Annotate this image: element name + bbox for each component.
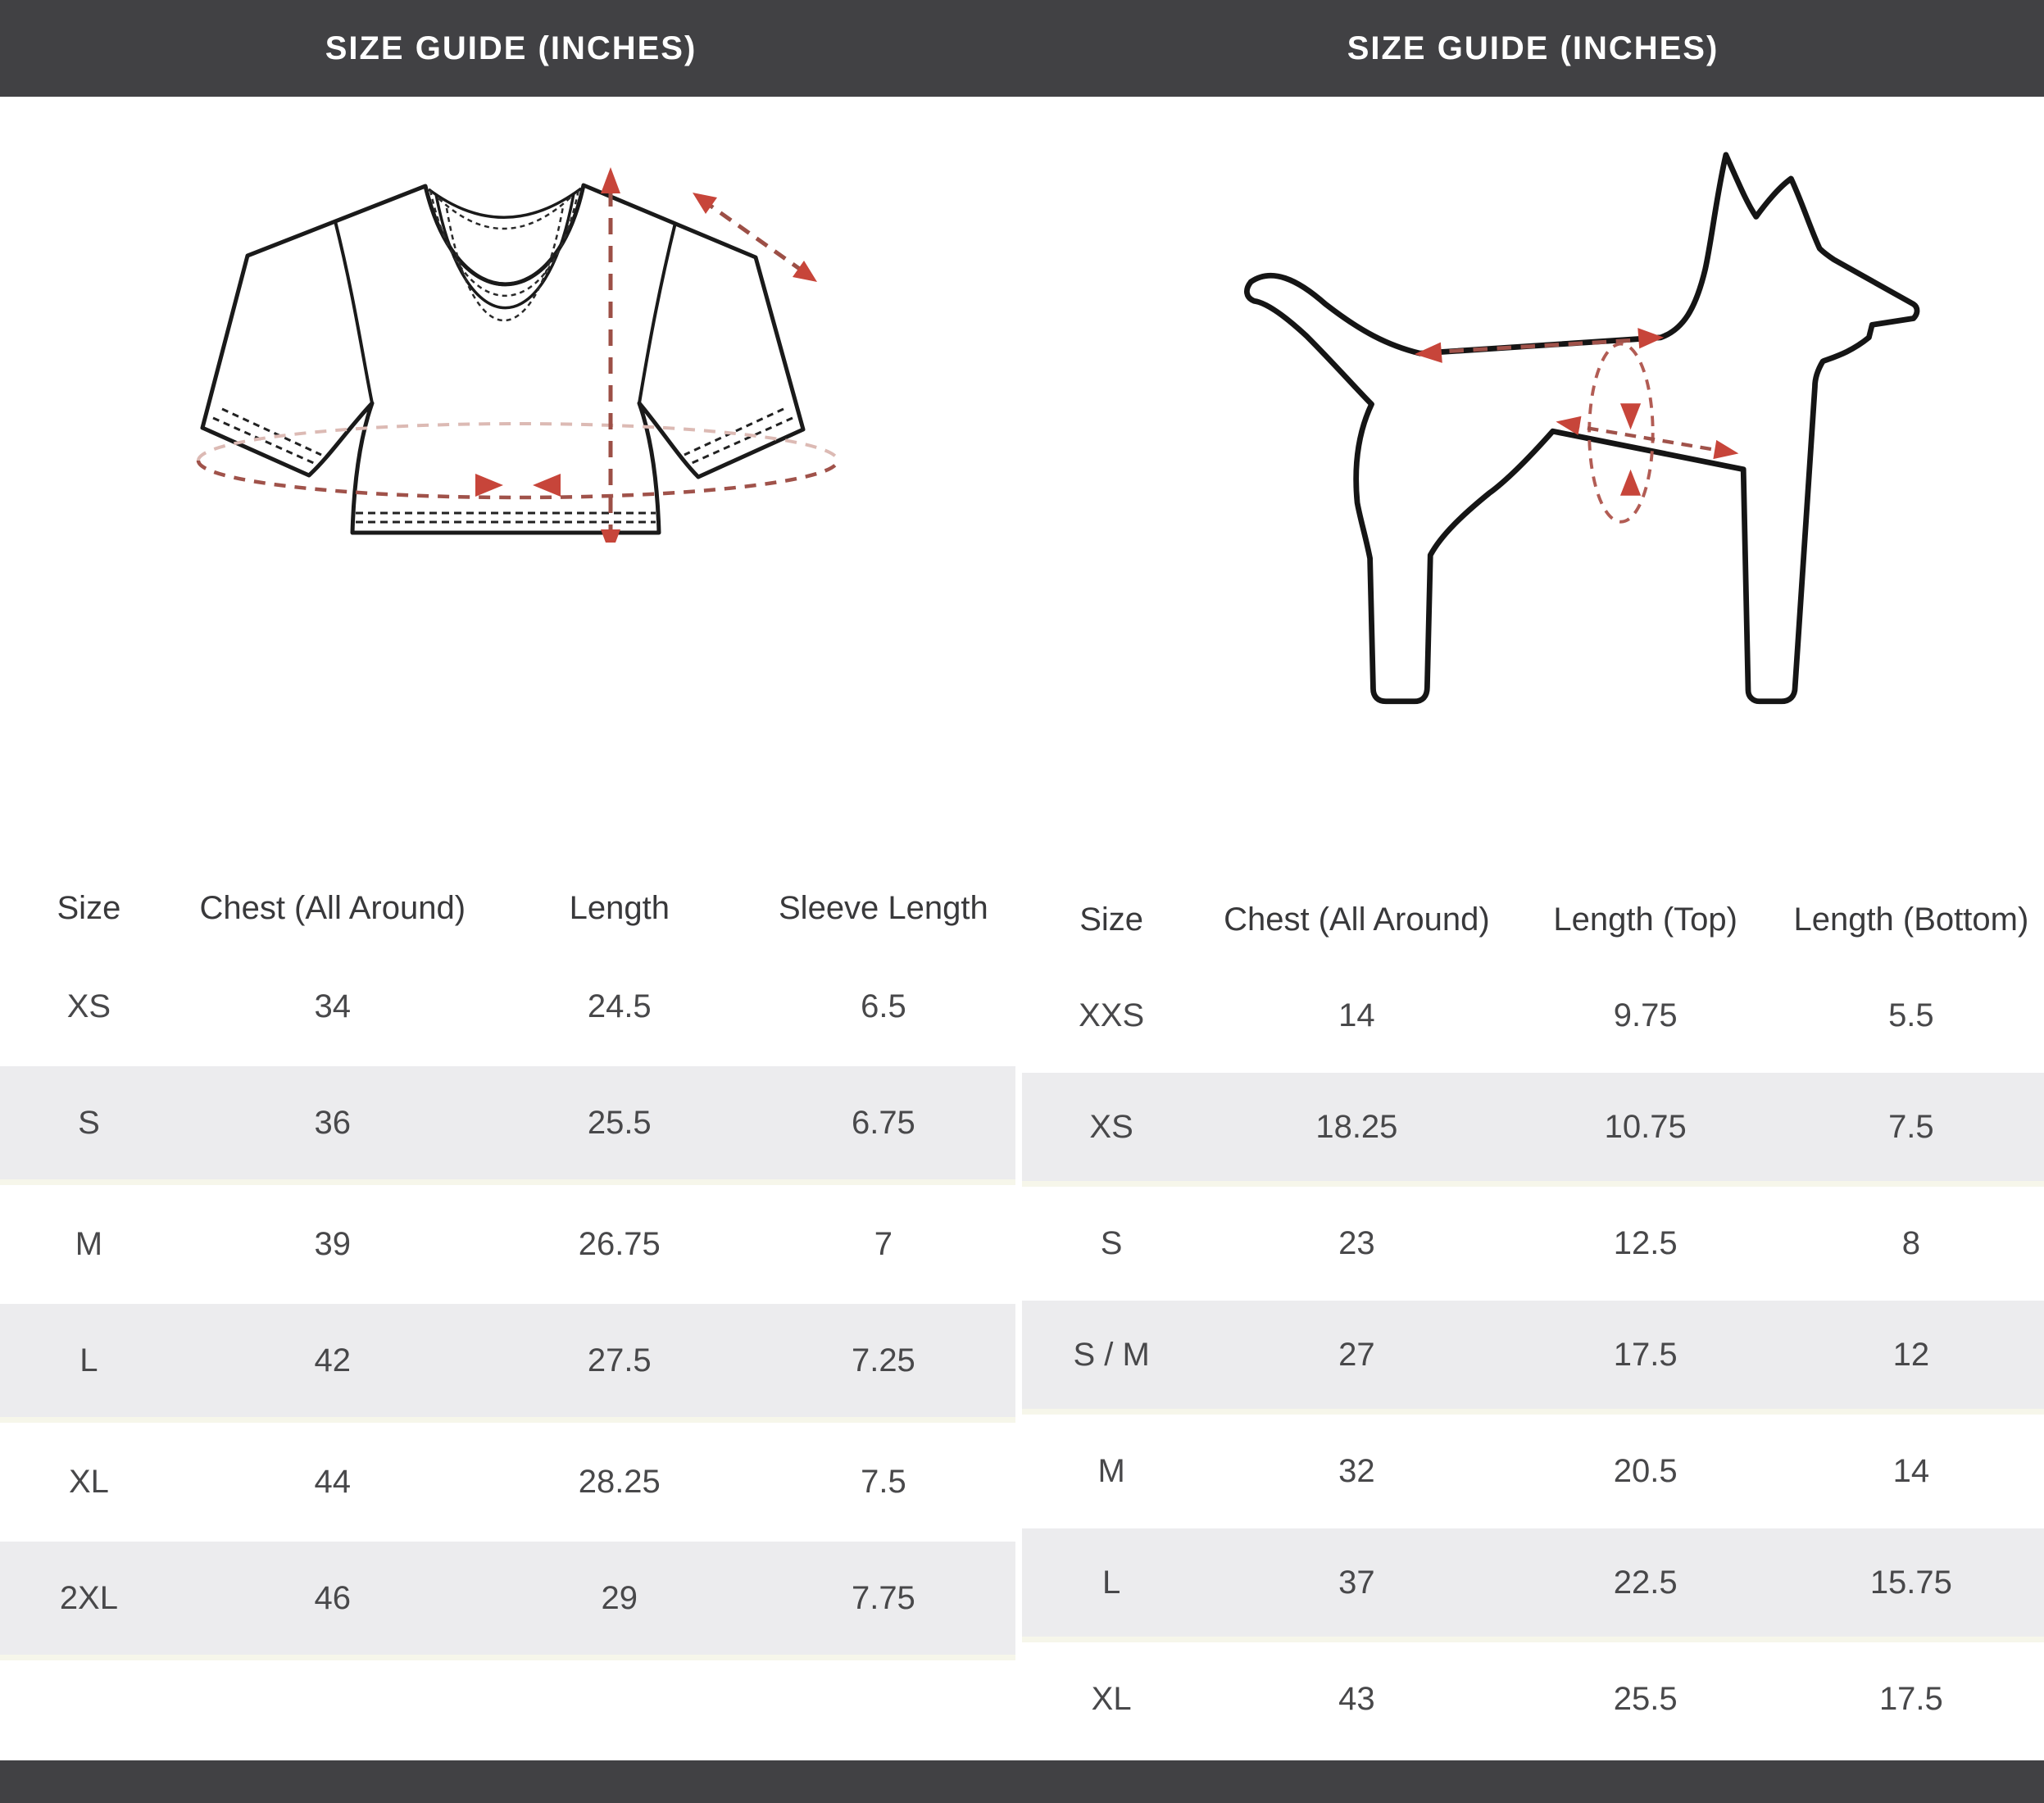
size-cell: S / M xyxy=(1073,1336,1150,1373)
sleeve-cell: 7.75 xyxy=(851,1579,915,1616)
chest-cell: 39 xyxy=(314,1226,351,1262)
column-header: Length (Bottom) xyxy=(1793,901,2029,938)
length-cell: 25.5 xyxy=(587,1104,652,1141)
size-cell: L xyxy=(1101,1564,1121,1601)
tshirt-diagram-panel xyxy=(0,97,1022,869)
chest-cell: 34 xyxy=(314,988,351,1024)
table-row xyxy=(1022,1642,2044,1756)
dog-table-header-row xyxy=(1022,880,2044,959)
top-header-bar xyxy=(0,0,2044,97)
length-top-cell: 25.5 xyxy=(1613,1681,1678,1717)
length-bottom-cell: 12 xyxy=(1892,1336,1930,1373)
column-header: Chest (All Around) xyxy=(1224,901,1490,938)
table-row xyxy=(0,1066,1015,1185)
length-top-cell: 10.75 xyxy=(1604,1108,1687,1145)
chest-cell: 43 xyxy=(1338,1681,1375,1717)
length-bottom-cell: 15.75 xyxy=(1869,1564,1952,1601)
shirt-table-header-row xyxy=(0,869,1015,947)
sleeve-cell: 7.5 xyxy=(861,1464,906,1500)
length-cell: 26.75 xyxy=(578,1226,661,1262)
length-top-cell: 9.75 xyxy=(1613,997,1678,1033)
chest-cell: 44 xyxy=(314,1464,351,1500)
sleeve-cell: 6.5 xyxy=(861,988,906,1024)
dog-diagram-panel xyxy=(1022,97,2044,869)
length-bottom-cell: 7.5 xyxy=(1888,1108,1934,1145)
shirt-size-table xyxy=(0,869,1015,1660)
column-header: Sleeve Length xyxy=(779,889,988,926)
length-top-cell: 22.5 xyxy=(1613,1564,1678,1601)
size-cell: L xyxy=(79,1342,98,1378)
table-row xyxy=(0,1542,1015,1660)
size-cell: XL xyxy=(1091,1681,1132,1717)
column-header: Chest (All Around) xyxy=(199,889,466,926)
bottom-footer-bar xyxy=(0,1760,2044,1803)
length-cell: 24.5 xyxy=(587,988,652,1024)
chest-cell: 32 xyxy=(1338,1453,1375,1489)
size-cell: M xyxy=(75,1226,103,1262)
size-cell: XS xyxy=(66,988,111,1024)
dog-size-table xyxy=(1022,880,2044,1756)
table-row xyxy=(1022,1187,2044,1301)
table-row xyxy=(0,1423,1015,1542)
length-cell: 29 xyxy=(601,1579,638,1616)
chest-cell: 37 xyxy=(1338,1564,1375,1601)
length-cell: 28.25 xyxy=(578,1464,661,1500)
shirt-size-guide-title: SIZE GUIDE (INCHES) xyxy=(325,30,697,66)
size-cell: S xyxy=(1100,1225,1123,1261)
length-cell: 27.5 xyxy=(587,1342,652,1378)
table-row xyxy=(1022,1415,2044,1528)
dog-size-guide-title: SIZE GUIDE (INCHES) xyxy=(1347,30,1719,66)
size-cell: XXS xyxy=(1079,997,1145,1033)
chest-cell: 18.25 xyxy=(1315,1108,1398,1145)
table-row xyxy=(1022,1301,2044,1415)
column-header: Size xyxy=(57,889,121,926)
chest-cell: 36 xyxy=(314,1104,351,1141)
column-header: Length xyxy=(569,889,670,926)
chest-cell: 27 xyxy=(1338,1336,1375,1373)
tshirt-measurement-diagram xyxy=(125,108,879,543)
length-bottom-cell: 8 xyxy=(1901,1225,1920,1261)
length-top-cell: 17.5 xyxy=(1613,1336,1678,1373)
chest-cell: 46 xyxy=(314,1579,351,1616)
sleeve-cell: 7.25 xyxy=(851,1342,915,1378)
sleeve-cell: 7 xyxy=(874,1226,893,1262)
size-cell: S xyxy=(78,1104,100,1141)
length-top-cell: 20.5 xyxy=(1613,1453,1678,1489)
dog-measurement-diagram xyxy=(1178,113,1956,733)
table-row xyxy=(0,1185,1015,1304)
size-cell: M xyxy=(1097,1453,1125,1489)
length-bottom-cell: 14 xyxy=(1892,1453,1930,1489)
size-tables xyxy=(0,869,2044,1756)
length-top-cell: 12.5 xyxy=(1613,1225,1678,1261)
table-row xyxy=(1022,1073,2044,1187)
diagram-area xyxy=(0,97,2044,869)
chest-cell: 42 xyxy=(314,1342,351,1378)
table-row xyxy=(1022,959,2044,1073)
table-row xyxy=(0,1304,1015,1423)
table-row xyxy=(1022,1528,2044,1642)
sleeve-cell: 6.75 xyxy=(851,1104,915,1141)
chest-cell: 14 xyxy=(1338,997,1375,1033)
size-cell: XS xyxy=(1089,1108,1133,1145)
size-cell: 2XL xyxy=(59,1579,118,1616)
size-cell: XL xyxy=(68,1464,109,1500)
table-row xyxy=(0,947,1015,1066)
column-header: Size xyxy=(1079,901,1144,938)
chest-cell: 23 xyxy=(1338,1225,1375,1261)
column-header: Length (Top) xyxy=(1553,901,1737,938)
length-bottom-cell: 17.5 xyxy=(1878,1681,1943,1717)
length-bottom-cell: 5.5 xyxy=(1888,997,1934,1033)
